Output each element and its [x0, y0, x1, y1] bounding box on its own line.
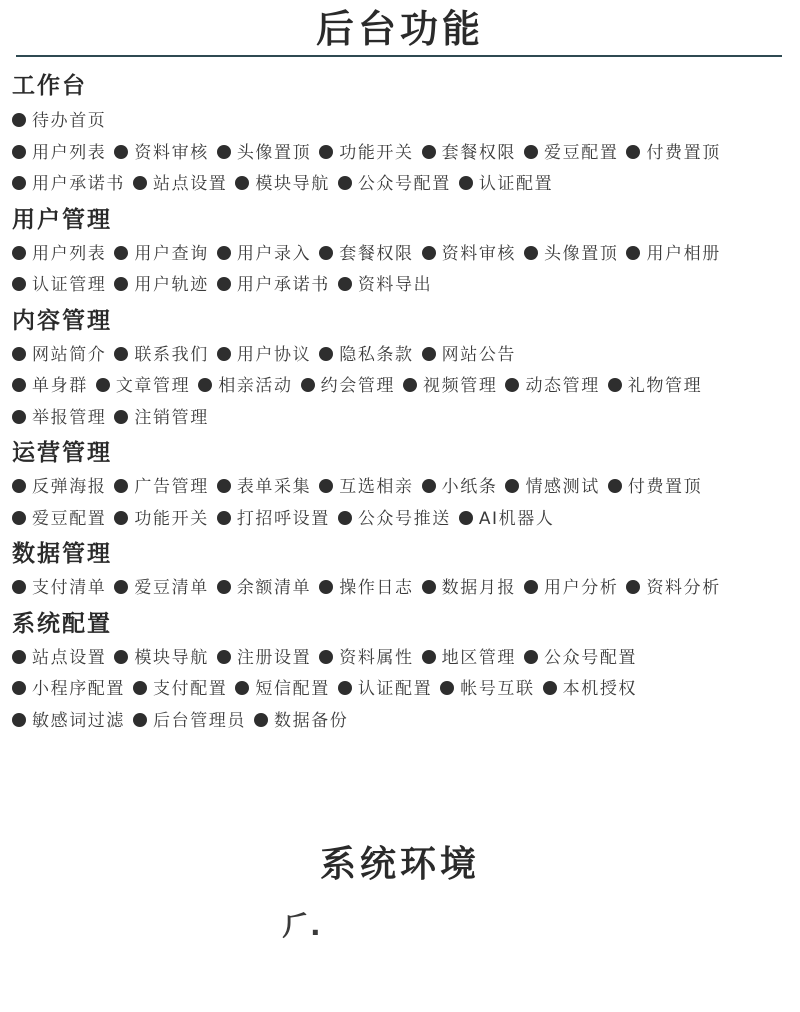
- bullet-dot-icon: [217, 347, 231, 361]
- feature-item: [12, 408, 106, 428]
- feature-label: 动态管理: [525, 376, 600, 396]
- feature-item: [524, 143, 618, 163]
- env-glyph: ⺁: [282, 909, 311, 942]
- feature-label: 用户承诺书: [236, 275, 330, 295]
- bullet-dot-icon: [12, 650, 26, 664]
- bullet-dot-icon: [217, 277, 231, 291]
- feature-label: 用户分析: [544, 578, 619, 598]
- feature-label: 站点设置: [32, 647, 107, 668]
- feature-label: 认证配置: [478, 174, 554, 194]
- bullet-dot-icon: [114, 145, 128, 159]
- feature-label: 认证配置: [357, 679, 433, 699]
- feature-row: [12, 169, 792, 201]
- feature-label: 付费置顶: [646, 142, 721, 163]
- feature-label: 表单采集: [236, 477, 312, 497]
- bullet-dot-icon: [626, 145, 640, 159]
- feature-item: [12, 679, 125, 699]
- feature-item: [217, 345, 311, 365]
- bullet-dot-icon: [198, 378, 212, 392]
- feature-item: [608, 477, 702, 497]
- bullet-dot-icon: [319, 650, 333, 664]
- feature-item: [217, 648, 311, 668]
- feature-row: [12, 106, 792, 138]
- feature-label: 敏感词过滤: [32, 710, 125, 731]
- feature-label: 爱豆配置: [32, 508, 107, 529]
- bullet-dot-icon: [543, 681, 557, 695]
- section-heading: 运营管理: [12, 440, 112, 466]
- feature-label: 用户录入: [236, 243, 312, 264]
- feature-label: 用户相册: [646, 243, 721, 264]
- feature-item: [133, 711, 246, 731]
- feature-label: AI机器人: [478, 508, 555, 529]
- feature-row: [12, 138, 792, 170]
- bullet-dot-icon: [524, 650, 538, 664]
- feature-item: [217, 275, 330, 295]
- feature-item: [319, 345, 413, 365]
- bullet-dot-icon: [626, 580, 640, 594]
- feature-item: [12, 509, 106, 529]
- feature-label: 公众号推送: [357, 508, 451, 529]
- section: [12, 302, 792, 435]
- bullet-dot-icon: [133, 681, 147, 695]
- section-heading: 用户管理: [12, 206, 112, 233]
- feature-item: [12, 578, 106, 598]
- feature-label: 支付配置: [153, 679, 228, 699]
- feature-label: 反弹海报: [32, 477, 107, 497]
- feature-label: 头像置顶: [236, 142, 312, 163]
- bullet-dot-icon: [459, 176, 473, 190]
- bullet-dot-icon: [12, 113, 26, 127]
- feature-item: [114, 244, 208, 264]
- feature-item: [338, 174, 451, 194]
- feature-item: [626, 578, 720, 598]
- bullet-dot-icon: [96, 378, 110, 392]
- bullet-dot-icon: [505, 479, 519, 493]
- feature-item: [12, 111, 106, 131]
- feature-item: [114, 648, 208, 668]
- feature-item: [524, 244, 618, 264]
- bullet-dot-icon: [403, 378, 417, 392]
- bullet-dot-icon: [338, 511, 352, 525]
- feature-label: 举报管理: [32, 407, 107, 428]
- feature-label: 认证管理: [32, 275, 107, 295]
- bullet-dot-icon: [114, 650, 128, 664]
- feature-item: [12, 174, 125, 194]
- section: [12, 605, 792, 738]
- feature-label: 资料分析: [646, 578, 721, 598]
- bullet-dot-icon: [319, 145, 333, 159]
- bullet-dot-icon: [12, 681, 26, 695]
- bullet-dot-icon: [12, 479, 26, 493]
- bullet-dot-icon: [114, 246, 128, 260]
- feature-item: [235, 679, 329, 699]
- bullet-dot-icon: [114, 347, 128, 361]
- feature-label: 站点设置: [153, 174, 228, 194]
- section: [12, 201, 792, 302]
- feature-row: [12, 643, 792, 675]
- feature-label: 约会管理: [320, 376, 396, 396]
- feature-row: [12, 239, 792, 271]
- feature-label: 公众号配置: [544, 647, 638, 668]
- feature-item: [96, 376, 190, 396]
- feature-item: [338, 509, 451, 529]
- bullet-dot-icon: [133, 713, 147, 727]
- feature-item: [12, 345, 106, 365]
- feature-item: [319, 143, 413, 163]
- bullet-dot-icon: [301, 378, 315, 392]
- feature-list: [12, 66, 792, 737]
- feature-label: 用户承诺书: [32, 174, 125, 194]
- page-title: 后台功能: [315, 7, 484, 51]
- feature-item: [422, 648, 516, 668]
- feature-row: [12, 270, 792, 302]
- bullet-dot-icon: [422, 650, 436, 664]
- bullet-dot-icon: [319, 347, 333, 361]
- bullet-dot-icon: [12, 246, 26, 260]
- feature-item: [319, 477, 413, 497]
- feature-row: [12, 573, 792, 605]
- bullet-dot-icon: [422, 145, 436, 159]
- feature-label: 互选相亲: [339, 477, 414, 497]
- feature-label: 功能开关: [134, 508, 209, 529]
- bullet-dot-icon: [254, 713, 268, 727]
- feature-item: [133, 679, 227, 699]
- system-environment-partial-text: [282, 906, 321, 946]
- feature-item: [608, 376, 702, 396]
- feature-label: 网站简介: [32, 344, 107, 365]
- bullet-dot-icon: [608, 479, 622, 493]
- bullet-dot-icon: [217, 246, 231, 260]
- feature-item: [459, 509, 555, 529]
- feature-label: 广告管理: [134, 477, 209, 497]
- feature-label: 注册设置: [236, 647, 312, 668]
- feature-item: [217, 509, 330, 529]
- feature-item: [319, 648, 413, 668]
- bullet-dot-icon: [235, 681, 249, 695]
- bullet-dot-icon: [338, 176, 352, 190]
- feature-label: 帐号互联: [460, 679, 535, 699]
- section: [12, 66, 792, 201]
- feature-item: [12, 244, 106, 264]
- bullet-dot-icon: [319, 580, 333, 594]
- feature-label: 单身群: [32, 376, 88, 396]
- bullet-dot-icon: [114, 277, 128, 291]
- feature-item: [422, 143, 516, 163]
- feature-label: 用户查询: [134, 243, 209, 264]
- bullet-dot-icon: [217, 650, 231, 664]
- section-heading: 系统配置: [12, 610, 112, 637]
- bullet-dot-icon: [114, 479, 128, 493]
- feature-label: 礼物管理: [627, 376, 703, 396]
- bullet-dot-icon: [12, 410, 26, 424]
- bullet-dot-icon: [338, 277, 352, 291]
- feature-label: 套餐权限: [339, 243, 414, 264]
- bullet-dot-icon: [440, 681, 454, 695]
- feature-label: 文章管理: [115, 376, 191, 396]
- bullet-dot-icon: [12, 347, 26, 361]
- bullet-dot-icon: [114, 410, 128, 424]
- bullet-dot-icon: [459, 511, 473, 525]
- feature-label: 资料属性: [339, 647, 414, 668]
- bullet-dot-icon: [422, 580, 436, 594]
- feature-item: [114, 275, 208, 295]
- bullet-dot-icon: [217, 580, 231, 594]
- feature-item: [543, 679, 637, 699]
- feature-item: [12, 143, 106, 163]
- bullet-dot-icon: [12, 511, 26, 525]
- feature-item: [524, 648, 637, 668]
- feature-label: 小纸条: [441, 477, 498, 497]
- bullet-dot-icon: [608, 378, 622, 392]
- feature-label: 隐私条款: [339, 344, 414, 365]
- feature-label: 小程序配置: [32, 679, 125, 699]
- feature-item: [505, 477, 599, 497]
- feature-item: [217, 143, 311, 163]
- feature-item: [12, 477, 106, 497]
- feature-item: [459, 174, 553, 194]
- feature-label: 待办首页: [32, 111, 107, 131]
- feature-item: [626, 244, 720, 264]
- feature-item: [235, 174, 329, 194]
- bullet-dot-icon: [319, 479, 333, 493]
- feature-label: 支付清单: [32, 578, 107, 598]
- feature-item: [440, 679, 534, 699]
- feature-row: [12, 504, 792, 536]
- bullet-dot-icon: [524, 246, 538, 260]
- bullet-dot-icon: [12, 378, 26, 392]
- feature-label: 短信配置: [255, 679, 330, 699]
- feature-item: [114, 345, 208, 365]
- bullet-dot-icon: [235, 176, 249, 190]
- section-heading: 内容管理: [12, 307, 112, 334]
- feature-label: 模块导航: [255, 174, 330, 194]
- feature-label: 付费置顶: [627, 477, 703, 497]
- env-dot: .: [310, 909, 321, 942]
- feature-label: 后台管理员: [153, 710, 246, 731]
- bullet-dot-icon: [626, 246, 640, 260]
- feature-item: [114, 143, 208, 163]
- feature-item: [217, 477, 311, 497]
- system-environment-title: 系统环境: [319, 844, 480, 885]
- bullet-dot-icon: [524, 580, 538, 594]
- feature-item: [217, 578, 311, 598]
- feature-item: [114, 578, 208, 598]
- feature-label: 情感测试: [525, 477, 600, 497]
- feature-item: [422, 244, 516, 264]
- feature-item: [114, 477, 208, 497]
- feature-label: 资料审核: [441, 243, 517, 264]
- bullet-dot-icon: [217, 145, 231, 159]
- feature-item: [422, 578, 516, 598]
- bullet-dot-icon: [422, 347, 436, 361]
- feature-item: [114, 408, 208, 428]
- feature-item: [338, 679, 432, 699]
- feature-label: 地区管理: [441, 647, 517, 668]
- feature-label: 套餐权限: [441, 142, 517, 163]
- section-heading: 数据管理: [12, 541, 112, 567]
- feature-item: [217, 244, 311, 264]
- feature-label: 模块导航: [134, 647, 209, 668]
- bullet-dot-icon: [505, 378, 519, 392]
- bullet-dot-icon: [319, 246, 333, 260]
- feature-label: 视频管理: [423, 376, 498, 396]
- feature-row: [12, 403, 792, 435]
- feature-label: 用户列表: [32, 142, 107, 163]
- feature-label: 用户轨迹: [134, 275, 209, 295]
- feature-item: [12, 376, 88, 396]
- bullet-dot-icon: [12, 580, 26, 594]
- feature-item: [403, 376, 497, 396]
- bullet-dot-icon: [133, 176, 147, 190]
- feature-label: 爱豆清单: [134, 578, 209, 598]
- bullet-dot-icon: [217, 511, 231, 525]
- feature-row: [12, 706, 792, 738]
- bullet-dot-icon: [524, 145, 538, 159]
- feature-label: 公众号配置: [357, 174, 451, 194]
- feature-item: [319, 244, 413, 264]
- bullet-dot-icon: [217, 479, 231, 493]
- feature-label: 联系我们: [134, 344, 209, 365]
- bullet-dot-icon: [338, 681, 352, 695]
- feature-label: 打招呼设置: [236, 508, 330, 529]
- feature-label: 数据备份: [274, 710, 349, 731]
- feature-item: [114, 509, 208, 529]
- feature-label: 网站公告: [441, 344, 517, 365]
- feature-row: [12, 472, 792, 504]
- feature-label: 操作日志: [339, 578, 414, 598]
- bullet-dot-icon: [422, 246, 436, 260]
- feature-item: [319, 578, 413, 598]
- title-divider: [16, 55, 782, 57]
- feature-label: 资料导出: [357, 275, 433, 295]
- feature-item: [12, 275, 106, 295]
- bullet-dot-icon: [114, 580, 128, 594]
- feature-label: 功能开关: [339, 142, 414, 163]
- feature-label: 用户列表: [32, 243, 107, 264]
- section: [12, 434, 792, 535]
- feature-item: [133, 174, 227, 194]
- feature-label: 数据月报: [441, 578, 517, 598]
- feature-label: 爱豆配置: [544, 142, 619, 163]
- feature-label: 注销管理: [134, 407, 209, 428]
- bullet-dot-icon: [12, 713, 26, 727]
- section: [12, 535, 792, 605]
- feature-item: [301, 376, 395, 396]
- bullet-dot-icon: [12, 145, 26, 159]
- feature-label: 用户协议: [236, 344, 312, 365]
- bullet-dot-icon: [114, 511, 128, 525]
- feature-label: 相亲活动: [218, 376, 293, 396]
- feature-item: [524, 578, 618, 598]
- feature-item: [12, 711, 125, 731]
- feature-row: [12, 340, 792, 372]
- feature-item: [626, 143, 720, 163]
- section-heading: 工作台: [12, 73, 87, 99]
- feature-item: [254, 711, 348, 731]
- feature-item: [198, 376, 292, 396]
- feature-item: [422, 345, 516, 365]
- feature-row: [12, 674, 792, 706]
- feature-label: 资料审核: [134, 142, 209, 163]
- bullet-dot-icon: [422, 479, 436, 493]
- feature-label: 余额清单: [236, 578, 312, 598]
- feature-row: [12, 371, 792, 403]
- feature-item: [505, 376, 599, 396]
- feature-item: [338, 275, 432, 295]
- feature-label: 本机授权: [562, 679, 638, 699]
- feature-label: 头像置顶: [544, 243, 619, 264]
- bullet-dot-icon: [12, 176, 26, 190]
- feature-item: [12, 648, 106, 668]
- bullet-dot-icon: [12, 277, 26, 291]
- feature-item: [422, 477, 498, 497]
